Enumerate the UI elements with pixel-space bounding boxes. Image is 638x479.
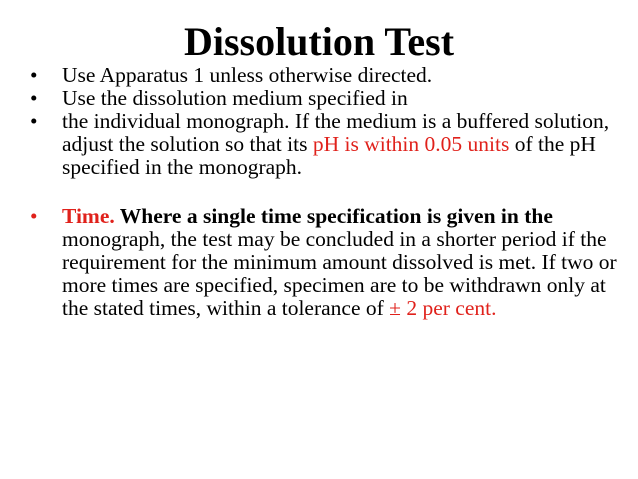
ph-tolerance-highlight: pH is within 0.05 units: [312, 132, 510, 156]
bullet-time: [30, 205, 620, 320]
bullet-monograph: [30, 110, 620, 179]
bullet-text: Use the dissolution medium specified in: [62, 86, 408, 110]
bullet-dot-icon: •: [30, 204, 38, 228]
bullet-text: Use Apparatus 1 unless otherwise directed.: [62, 63, 433, 87]
time-bold-text: Where a single time specification is given in the: [114, 204, 553, 228]
bullet-text-part1: monograph, the test may be concluded in a shorter period if the requirement for the minimum amount dissolved is met. If two or more times are specified, specimen are to be withdrawn only at the stated times, within a tolerance of: [62, 227, 617, 320]
bullet-dot-icon: •: [30, 109, 38, 133]
bullet-dot-icon: •: [30, 63, 38, 87]
bullet-apparatus: [30, 64, 620, 87]
bullet-dot-icon: •: [30, 86, 38, 110]
bullet-text-part2: of the pH specified in the monograph.: [62, 132, 596, 179]
bullet-list: [30, 64, 620, 320]
slide-title: Dissolution Test: [183, 19, 455, 64]
time-tolerance-highlight: ± 2 per cent.: [389, 296, 497, 320]
time-label: Time.: [62, 204, 115, 228]
bullet-text-part1: the individual monograph. If the medium is a buffered solution, adjust the solution so that its: [62, 109, 610, 156]
bullet-medium: [30, 87, 620, 110]
